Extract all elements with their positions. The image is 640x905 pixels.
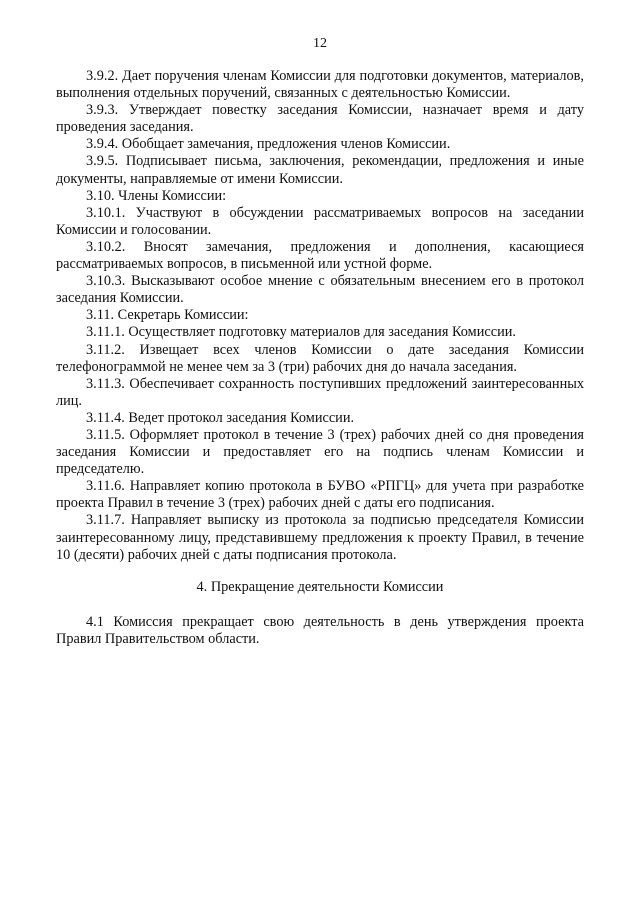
- paragraph-3-11-7: 3.11.7. Направляет выписку из протокола за подписью председателя Комиссии заинтересованному лицу, представившему предложения к проекту Правил, в течение 10 (десяти) рабочих дней с даты подписания протокола.: [56, 512, 584, 563]
- paragraph-3-11-5: 3.11.5. Оформляет протокол в течение 3 (трех) рабочих дней со дня проведения заседания Комиссии и предоставляет его на подпись членам Комиссии и председателю.: [56, 426, 584, 478]
- paragraph-3-11-6: 3.11.6. Направляет копию протокола в БУВО «РПГЦ» для учета при разработке проекта Правил в течение 3 (трех) рабочих дней с даты его подписания.: [56, 478, 584, 512]
- paragraph-3-9-2: 3.9.2. Дает поручения членам Комиссии для подготовки документов, материалов, выполнения отдельных поручений, связанных с деятельностью Комиссии.: [56, 68, 584, 102]
- section-heading: 4. Прекращение деятельности Комиссии: [196, 578, 444, 595]
- paragraph-4-1: 4.1 Комиссия прекращает свою деятельность в день утверждения проекта Правил Правительством области.: [56, 613, 584, 647]
- paragraph-3-10-3: 3.10.3. Высказывают особое мнение с обязательным внесением его в протокол заседания Комиссии.: [56, 273, 584, 307]
- paragraph-3-11-2: 3.11.2. Извещает всех членов Комиссии о дате заседания Комиссии телефонограммой не менее чем за 3 (три) рабочих дня до начала заседания.: [56, 341, 584, 375]
- page-number: 12: [313, 36, 327, 51]
- paragraph-3-11: 3.11. Секретарь Комиссии:: [86, 307, 249, 324]
- paragraph-3-11-1: 3.11.1. Осуществляет подготовку материалов для заседания Комиссии.: [86, 324, 516, 341]
- paragraph-3-10: 3.10. Члены Комиссии:: [86, 187, 227, 204]
- paragraph-3-9-4: 3.9.4. Обобщает замечания, предложения членов Комиссии.: [86, 136, 451, 153]
- paragraph-3-9-5: 3.9.5. Подписывает письма, заключения, рекомендации, предложения и иные документы, направляемые от имени Комиссии.: [56, 153, 584, 187]
- paragraph-3-11-3: 3.11.3. Обеспечивает сохранность поступивших предложений заинтересованных лиц.: [56, 375, 584, 409]
- paragraph-3-9-3: 3.9.3. Утверждает повестку заседания Комиссии, назначает время и дату проведения заседания.: [56, 102, 584, 136]
- paragraph-3-10-2: 3.10.2. Вносят замечания, предложения и дополнения, касающиеся рассматриваемых вопросов, в письменной или устной форме.: [56, 238, 584, 273]
- paragraph-3-10-1: 3.10.1. Участвуют в обсуждении рассматриваемых вопросов на заседании Комиссии и голосовании.: [56, 204, 584, 238]
- document-body: [56, 68, 584, 648]
- paragraph-3-11-4: 3.11.4. Ведет протокол заседания Комиссии.: [86, 409, 355, 426]
